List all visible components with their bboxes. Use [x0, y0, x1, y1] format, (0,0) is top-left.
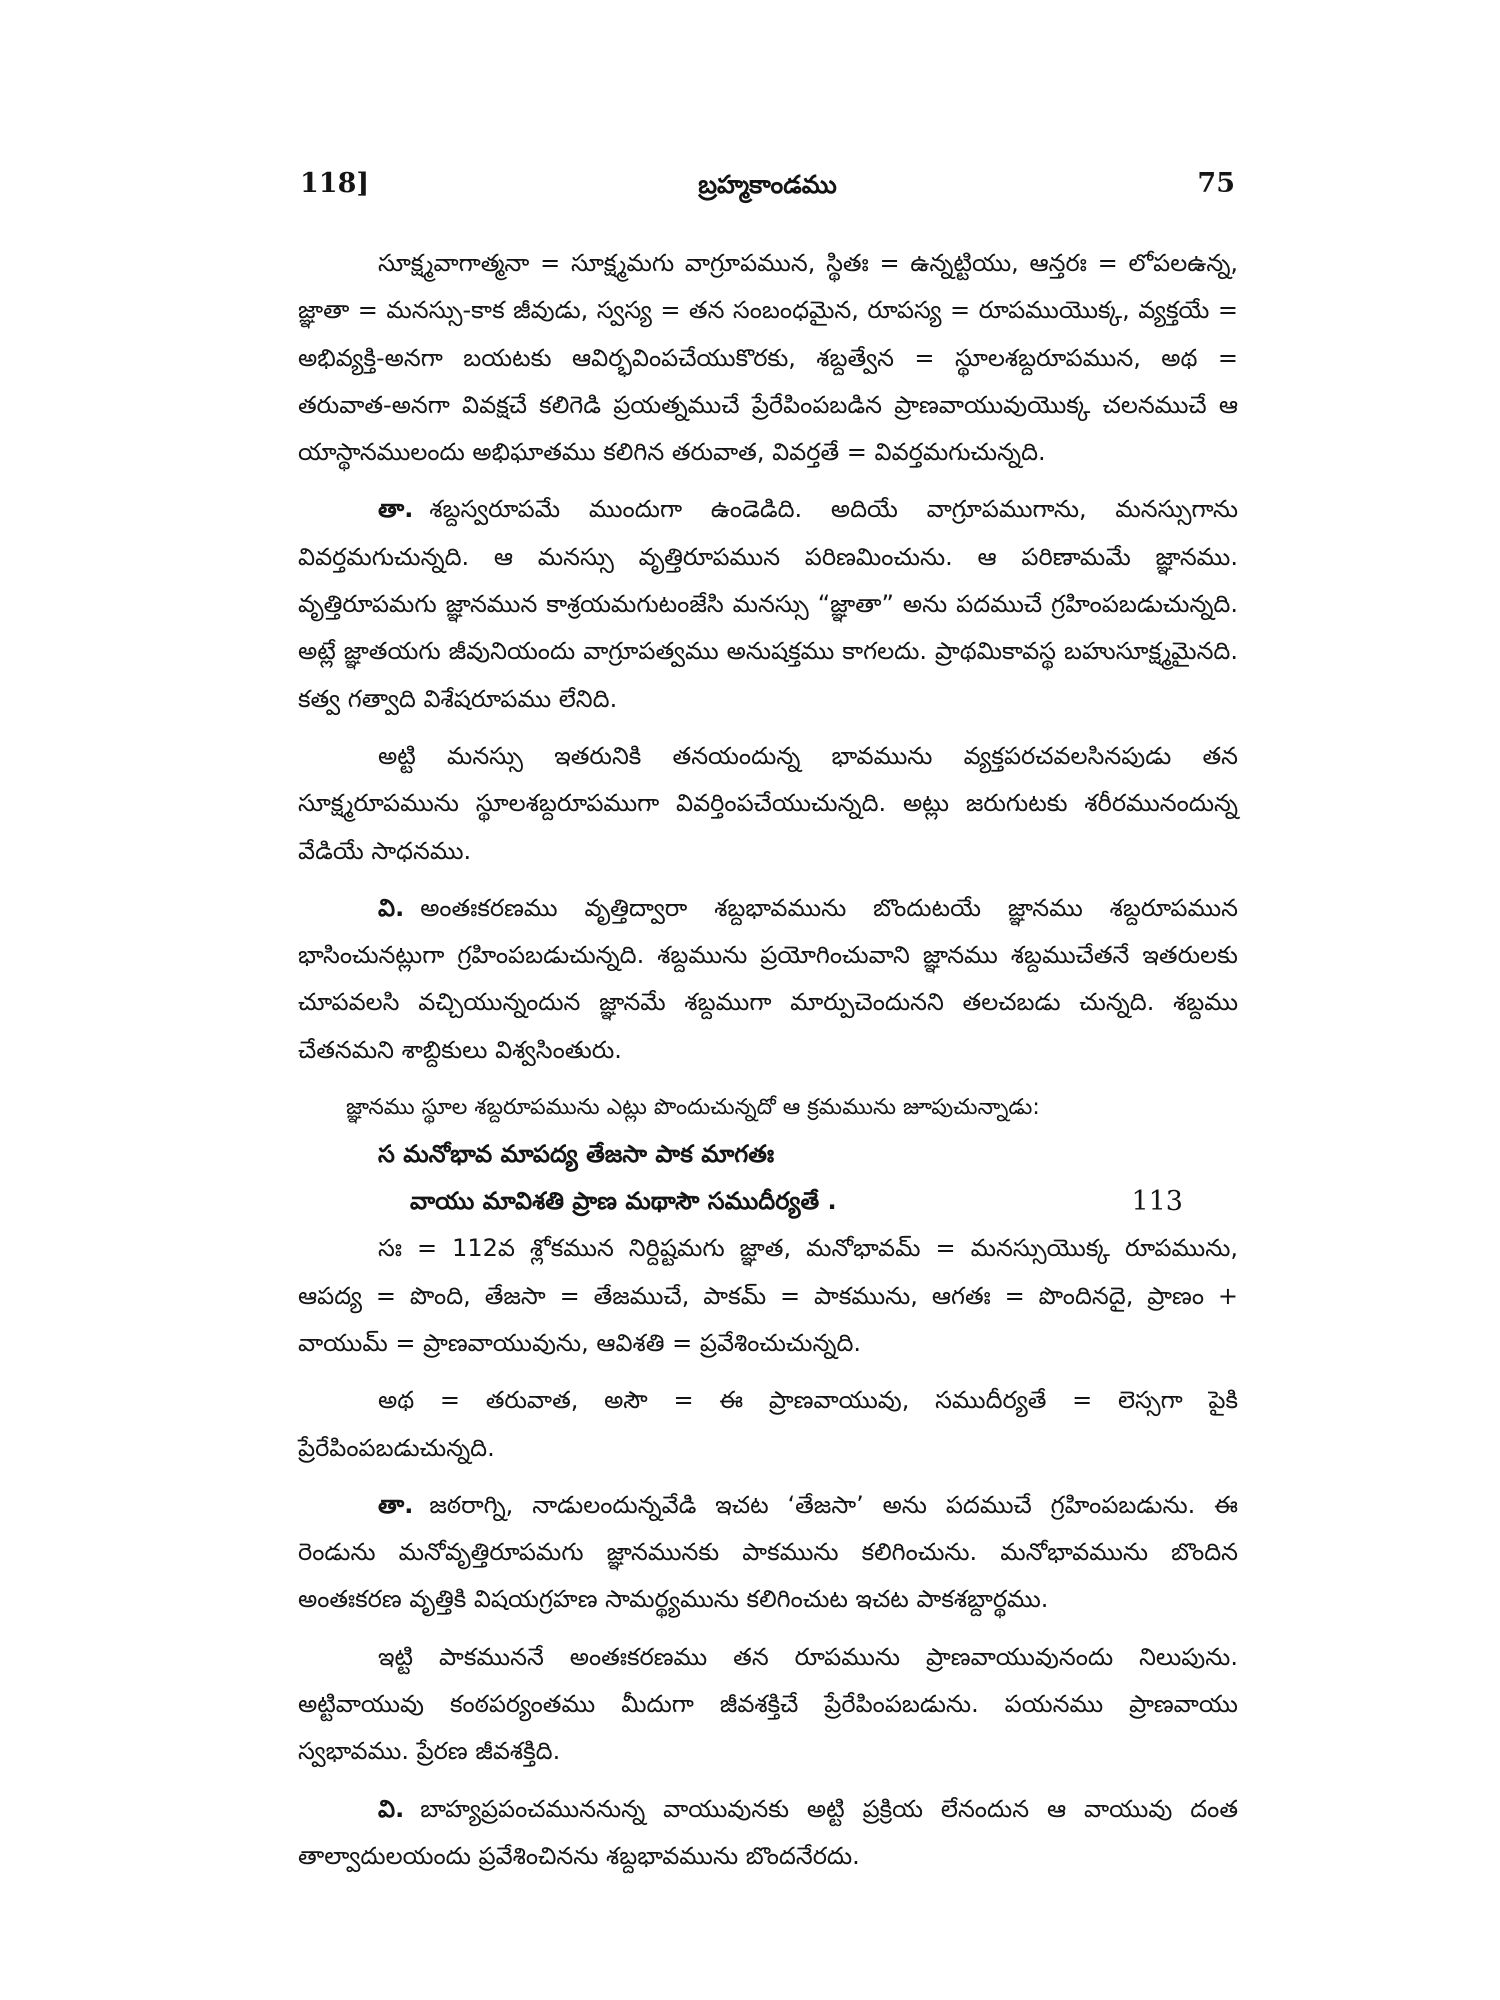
- elaboration-text: అంతఃకరణము వృత్తిద్వారా శబ్దభావమును బొందుటయే జ్ఞానము శబ్దరూపమున భాసించునట్లుగా గ్రహింపబడుచున్నది. శబ్దమును ప్రయోగించువాని జ్ఞానము శబ్దముచేతనే ఇతరులకు చూపవలసి వచ్చియున్నందున జ్ఞానమే శబ్దముగా మార్పుచెందునని తలచబడు చున్నది. శబ్దము చేతనమని శాబ్దికులు విశ్వసింతురు.: [298, 893, 1238, 1064]
- vi-marker: వి.: [378, 1794, 405, 1823]
- page-number: 75: [1197, 168, 1235, 199]
- ta-marker: తా.: [378, 495, 414, 524]
- page-header: [300, 168, 1235, 208]
- verse-intro: జ్ఞానము స్థూల శబ్దరూపమును ఎట్లు పొందుచున్నదో ఆ క్రమమును జూపుచున్నాడు:: [346, 1095, 1040, 1121]
- commentary-text: జఠరాగ్ని, నాడులందున్నవేడి ఇచట ‘తేజసా’ అను పదముచే గ్రహింపబడును. ఈ రెండును మనోవృత్తిరూపమగు జ్ఞానమునకు పాకమును కలిగించును. మనోభావమును బొందిన అంతఃకరణ వృత్తికి విషయగ్రహణ సామర్థ్యమును కలిగించుట ఇచట పాకశబ్దార్థము.: [298, 1490, 1238, 1614]
- elaboration-text: బాహ్యప్రపంచముననున్న వాయువునకు అట్టి ప్రక్రియ లేనందున ఆ వాయువు దంత తాల్వాదులయందు ప్రవేశించినను శబ్దభావమును బొందనేరదు.: [298, 1794, 1238, 1870]
- verse-line-2-text: వాయు మావిశతి ప్రాణ మథాసౌ సముదీర్యతే .: [410, 1187, 837, 1216]
- section-number: 118]: [300, 168, 370, 199]
- commentary-paragraph-2: [298, 1482, 1238, 1624]
- verse-line-1-text: స మనోభావ మాపద్య తేజసా పాక మాగతః: [378, 1140, 775, 1169]
- ta-marker: తా.: [378, 1490, 414, 1519]
- verse-word-meaning: సః = 112వ శ్లోకమున నిర్దిష్టమగు జ్ఞాత, మనోభావమ్ = మనస్సుయొక్క రూపమును, ఆపద్య = పొంది, తేజసా = తేజముచే, పాకమ్ = పాకమును, ఆగతః = పొందినదై, ప్రాణం + వాయుమ్ = ప్రాణవాయువును, ఆవిశతి = ప్రవేశించుచున్నది.: [298, 1234, 1238, 1357]
- elaboration-paragraph-2: [298, 1786, 1238, 1881]
- page-body: [298, 240, 1238, 1890]
- elaboration-paragraph: [298, 885, 1238, 1074]
- commentary-text: శబ్దస్వరూపమే ముందుగా ఉండెడిది. అదియే వాగ్రూపముగాను, మనస్సుగాను వివర్తమగుచున్నది. ఆ మనస్సు వృత్తిరూపమున పరిణమించును. ఆ పరిణామమే జ్ఞానము. వృత్తిరూపమగు జ్ఞానమున కాశ్రయమగుటంజేసి మనస్సు “జ్ఞాతా” అను పదముచే గ్రహింపబడుచున్నది. అట్లే జ్ఞాతయగు జీవునియందు వాగ్రూపత్వము అనుషక్తము కాగలదు. ప్రాథమికావస్థ బహుసూక్ష్మమైనది. కత్వ గత్వాది విశేషరూపము లేనిది.: [298, 495, 1238, 713]
- verse-word-meaning-2: అథ = తరువాత, అసౌ = ఈ ప్రాణవాయువు, సముదీర్యతే = లెస్సగా పైకి ప్రేరేపింపబడుచున్నది.: [298, 1386, 1238, 1462]
- verse-line-2: [298, 1178, 1238, 1225]
- explanation-paragraph: అట్టి మనస్సు ఇతరునికి తనయందున్న భావమును వ్యక్తపరచవలసినపుడు తన సూక్ష్మరూపమును స్థూలశబ్దరూపముగా వివర్తింపచేయుచున్నది. అట్లు జరుగుటకు శరీరమునందున్న వేడియే సాధనము.: [298, 741, 1238, 865]
- verse-line-1: [298, 1131, 1238, 1178]
- verse-number: 113: [1131, 1186, 1183, 1218]
- running-title: బ్రహ్మకాండము: [698, 170, 837, 199]
- vi-marker: వి.: [378, 893, 405, 922]
- word-meaning-paragraph: సూక్ష్మవాగాత్మనా = సూక్ష్మమగు వాగ్రూపమున, స్థితః = ఉన్నట్టియు, ఆన్తరః = లోపలఉన్న, జ్ఞాతా = మనస్సు-కాక జీవుడు, స్వస్య = తన సంబంధమైన, రూపస్య = రూపముయొక్క, వ్యక్తయే = అభివ్యక్తి-అనగా బయటకు ఆవిర్భవింపచేయుకొరకు, శబ్దత్వేన = స్థూలశబ్దరూపమున, అథ = తరువాత-అనగా వివక్షచే కలిగెడి ప్రయత్నముచే ప్రేరేపింపబడిన ప్రాణవాయువుయొక్క చలనముచే ఆ యాస్థానములందు అభిఘాతము కలిగిన తరువాత, వివర్తతే = వివర్తమగుచున్నది.: [298, 249, 1238, 467]
- explanation-paragraph-2: ఇట్టి పాకముననే అంతఃకరణము తన రూపమును ప్రాణవాయువునందు నిలుపును. అట్టివాయువు కంఠపర్యంతము మీదుగా జీవశక్తిచే ప్రేరేపింపబడును. పయనము ప్రాణవాయు స్వభావము. ప్రేరణ జీవశక్తిది.: [298, 1642, 1238, 1766]
- commentary-paragraph: [298, 486, 1238, 722]
